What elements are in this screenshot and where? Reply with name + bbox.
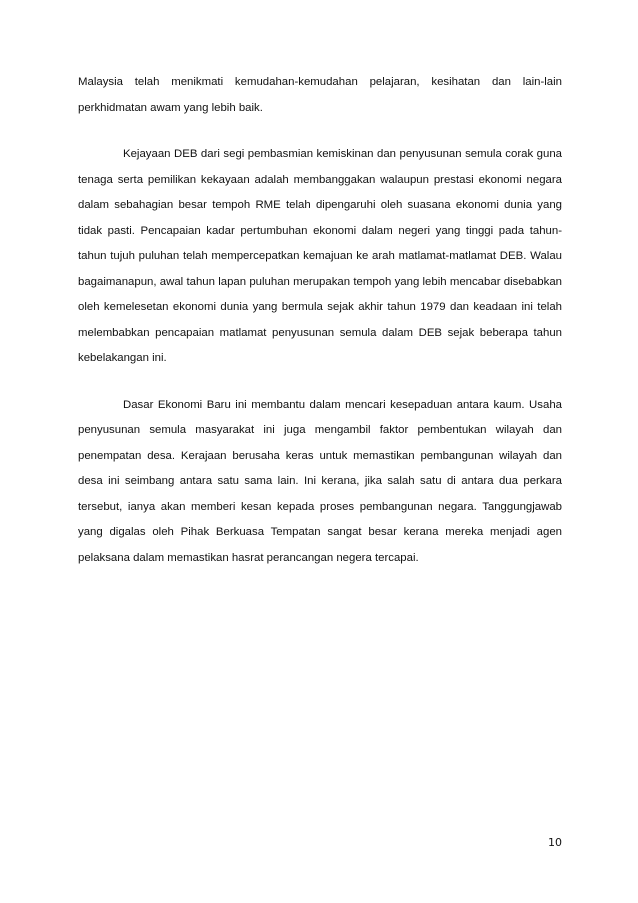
paragraph-1: Malaysia telah menikmati kemudahan-kemudahan pelajaran, kesihatan dan lain-lain perkhidmatan awam yang lebih baik. (78, 76, 562, 114)
page-number: 10 (548, 836, 562, 849)
paragraph-3: Dasar Ekonomi Baru ini membantu dalam mencari kesepaduan antara kaum. Usaha penyusunan semula masyarakat ini juga mengambil faktor pembentukan wilayah dan penempatan desa. Kerajaan berusaha keras untuk memastikan pembangunan wilayah dan desa ini seimbang antara satu sama lain. Ini kerana, jika salah satu di antara dua perkara tersebut, ianya akan memberi kesan kepada proses pembangunan negara. Tanggungjawab yang digalas oleh Pihak Berkuasa Tempatan sangat besar kerana mereka menjadi agen pelaksana dalam memastikan hasrat perancangan negera tercapai. (78, 398, 562, 564)
paragraph-2: Kejayaan DEB dari segi pembasmian kemiskinan dan penyusunan semula corak guna tenaga serta pemilikan kekayaan adalah membanggakan walaupun prestasi ekonomi negara dalam sebahagian besar tempoh RME telah dipengaruhi oleh suasana ekonomi dunia yang tidak pasti. Pencapaian kadar pertumbuhan ekonomi dalam negeri yang tinggi pada tahun-tahun tujuh puluhan telah mempercepatkan kemajuan ke arah matlamat-matlamat DEB. Walau bagaimanapun, awal tahun lapan puluhan merupakan tempoh yang lebih mencabar disebabkan oleh kemelesetan ekonomi dunia yang bermula sejak akhir tahun 1979 dan keadaan ini telah melembabkan pencapaian matlamat penyusunan semula dalam DEB sejak beberapa tahun kebelakangan ini. (78, 148, 562, 364)
document-body (78, 70, 562, 571)
